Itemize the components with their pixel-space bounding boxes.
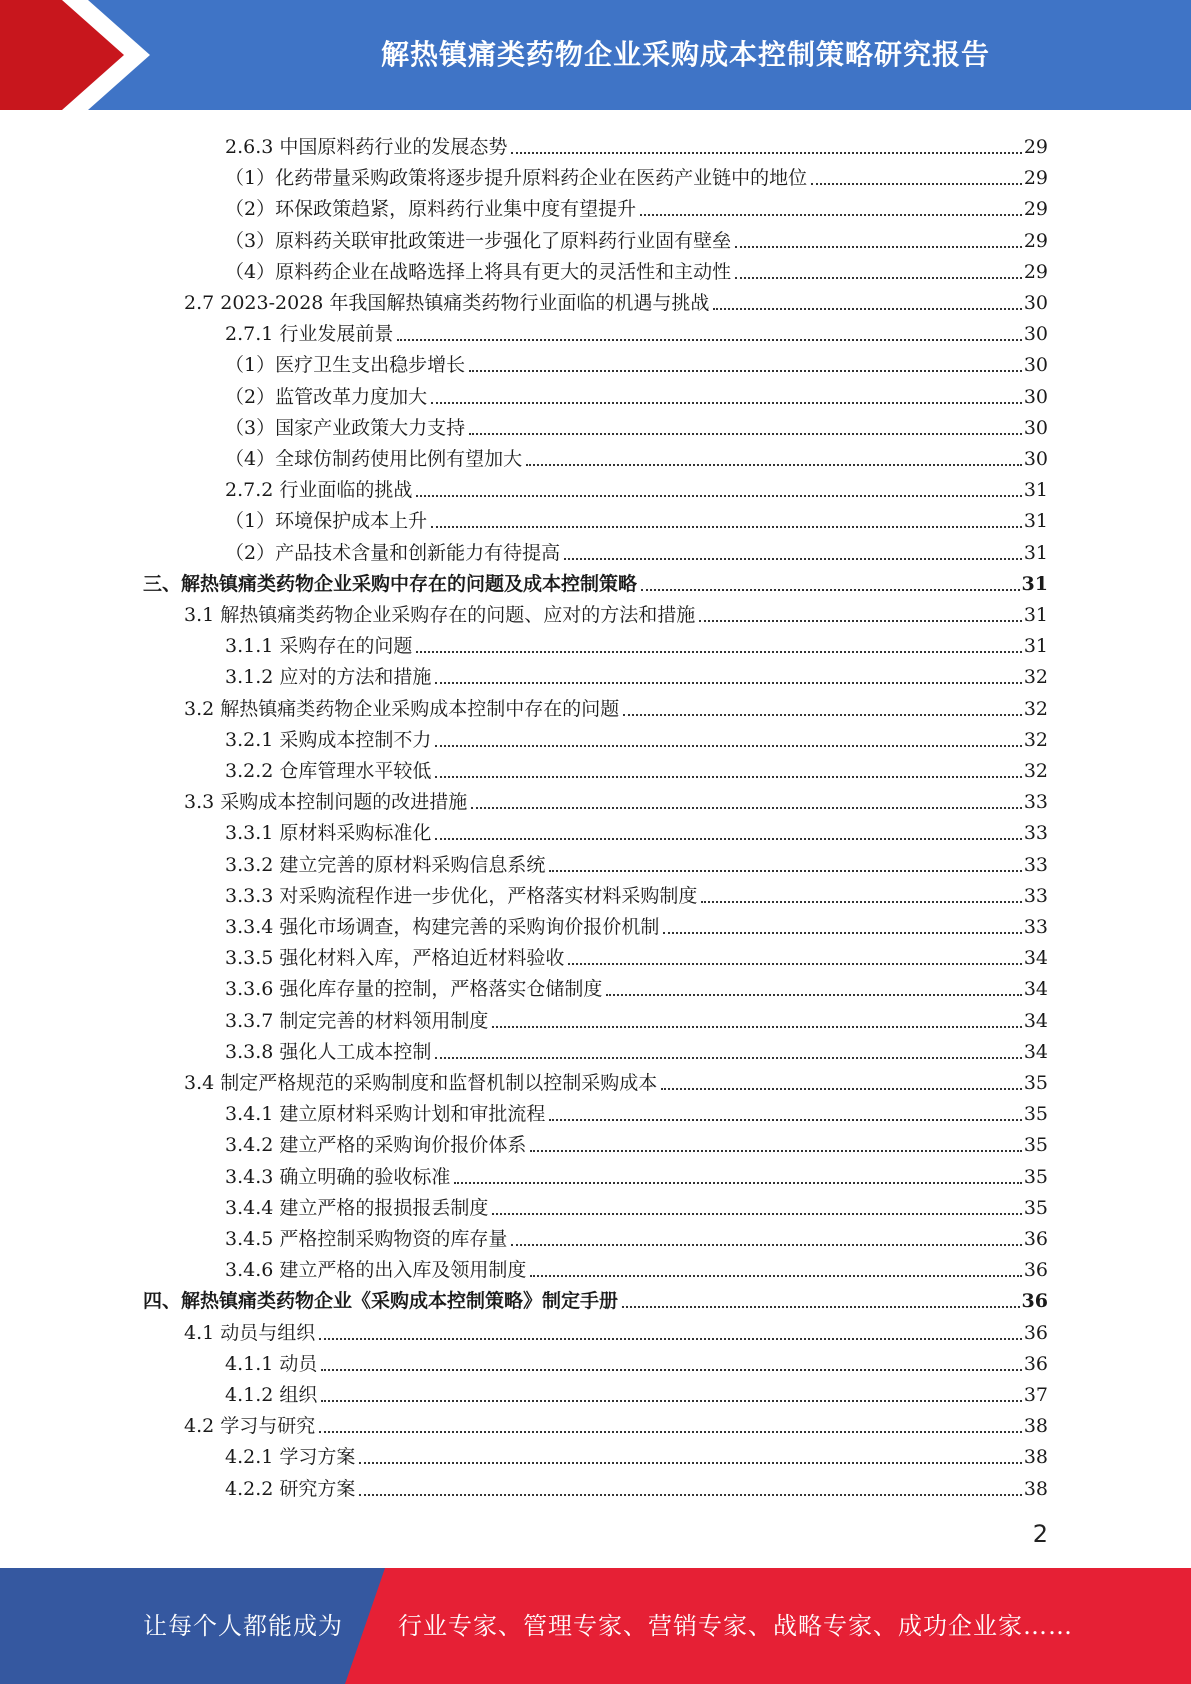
toc-entry[interactable]: [143, 565, 1048, 596]
toc-entry[interactable]: [225, 1002, 1048, 1033]
toc-entry-page: 33: [1023, 884, 1048, 907]
toc-entry[interactable]: [184, 596, 1048, 627]
toc-entry-page: 35: [1023, 1134, 1048, 1157]
toc-dot-leader: [699, 620, 1022, 622]
toc-entry-title: 3.3.4 强化市场调查，构建完善的采购询价报价机制: [225, 916, 660, 938]
toc-dot-leader: [606, 994, 1021, 996]
toc-entry-page: 29: [1023, 229, 1048, 252]
toc-entry[interactable]: [225, 378, 1048, 409]
toc-entry-page: 31: [1023, 635, 1048, 658]
toc-entry-title: 4.1.1 动员: [225, 1352, 318, 1375]
toc-entry-page: 34: [1023, 978, 1048, 1001]
toc-entry-page: 29: [1023, 260, 1048, 283]
toc-entry[interactable]: [225, 814, 1048, 845]
toc-entry[interactable]: [225, 346, 1048, 377]
toc-dot-leader: [735, 246, 1022, 248]
toc-entry-page: 29: [1023, 167, 1048, 190]
toc-entry-title: 3.3 采购成本控制问题的改进措施: [184, 791, 468, 814]
toc-entry-title: 3.3.2 建立完善的原材料采购信息系统: [225, 853, 546, 876]
toc-entry[interactable]: [184, 1407, 1048, 1438]
toc-entry-title: 3.3.6 强化库存量的控制，严格落实仓储制度: [225, 978, 603, 1001]
toc-entry[interactable]: [184, 690, 1048, 721]
toc-entry-page: 38: [1023, 1446, 1048, 1469]
page-number: 2: [1032, 1520, 1048, 1548]
toc-entry-page: 31: [1023, 541, 1048, 564]
toc-entry[interactable]: [225, 471, 1048, 502]
toc-entry-title: 3.3.7 制定完善的材料领用制度: [225, 1009, 489, 1032]
toc-entry-page: 29: [1023, 136, 1048, 158]
toc-entry[interactable]: [225, 939, 1048, 970]
toc-entry-page: 30: [1023, 354, 1048, 377]
toc-dot-leader: [492, 1213, 1021, 1215]
toc-entry-page: 33: [1023, 791, 1048, 814]
toc-dot-leader: [811, 183, 1022, 185]
toc-entry[interactable]: [184, 1064, 1048, 1095]
toc-entry-page: 35: [1023, 1196, 1048, 1219]
toc-entry-title: 3.2 解热镇痛类药物企业采购成本控制中存在的问题: [184, 697, 620, 720]
footer-slogan-right: 行业专家、管理专家、营销专家、战略专家、成功企业家……: [398, 1612, 1073, 1640]
toc-entry[interactable]: [225, 409, 1048, 440]
toc-dot-leader: [568, 963, 1021, 965]
toc-entry-title: 3.1 解热镇痛类药物企业采购存在的问题、应对的方法和措施: [184, 604, 696, 626]
toc-entry[interactable]: [225, 315, 1048, 346]
toc-entry[interactable]: [225, 1251, 1048, 1282]
toc-entry-title: 4.1 动员与组织: [184, 1321, 316, 1344]
toc-entry[interactable]: [225, 502, 1048, 533]
toc-entry-title: （4）全球仿制药使用比例有望加大: [225, 448, 523, 470]
toc-dot-leader: [640, 214, 1022, 216]
toc-entry-page: 31: [1023, 604, 1048, 626]
toc-entry-page: 30: [1023, 448, 1048, 470]
toc-entry[interactable]: [184, 783, 1048, 814]
toc-entry-page: 36: [1023, 1352, 1048, 1375]
toc-entry-title: 3.4.2 建立严格的采购询价报价体系: [225, 1134, 527, 1157]
toc-dot-leader: [431, 526, 1022, 528]
toc-entry-page: 36: [1023, 1321, 1048, 1344]
toc-entry-title: 3.3.8 强化人工成本控制: [225, 1040, 432, 1063]
toc-entry-page: 32: [1023, 666, 1048, 689]
toc-entry-page: 36: [1023, 1228, 1048, 1250]
toc-dot-leader: [735, 277, 1022, 279]
toc-dot-leader: [623, 714, 1022, 716]
toc-dot-leader: [701, 901, 1021, 903]
toc-entry-page: 33: [1023, 916, 1048, 938]
toc-entry-title: 3.4.1 建立原材料采购计划和审批流程: [225, 1103, 546, 1126]
toc-dot-leader: [713, 308, 1021, 310]
toc-entry[interactable]: [225, 877, 1048, 908]
toc-dot-leader: [319, 1338, 1022, 1340]
toc-entry-page: 34: [1023, 1009, 1048, 1032]
toc-entry-page: 32: [1023, 728, 1048, 751]
toc-entry-page: 30: [1023, 385, 1048, 408]
toc-dot-leader: [469, 370, 1022, 372]
toc-entry[interactable]: [225, 1126, 1048, 1157]
toc-dot-leader: [641, 589, 1020, 591]
toc-entry-page: 32: [1023, 697, 1048, 720]
toc-entry[interactable]: [225, 908, 1048, 939]
toc-entry-page: 34: [1023, 1040, 1048, 1063]
toc-entry-page: 31: [1023, 510, 1048, 533]
toc-dot-leader: [416, 651, 1021, 653]
toc-entry-title: （2）监管改革力度加大: [225, 385, 428, 408]
toc-entry[interactable]: [225, 970, 1048, 1001]
toc-entry[interactable]: [225, 159, 1048, 190]
toc-dot-leader: [661, 1088, 1022, 1090]
toc-dot-leader: [319, 1431, 1022, 1433]
toc-entry-title: 3.4.4 建立严格的报损报丢制度: [225, 1196, 489, 1219]
toc-entry[interactable]: [225, 721, 1048, 752]
toc-dot-leader: [435, 776, 1021, 778]
toc-dot-leader: [431, 402, 1022, 404]
toc-entry[interactable]: [225, 1189, 1048, 1220]
toc-dot-leader: [435, 745, 1021, 747]
toc-entry[interactable]: [225, 1376, 1048, 1407]
toc-dot-leader: [526, 464, 1022, 466]
footer-slogan-left: 让每个人都能成为: [143, 1612, 343, 1640]
toc-dot-leader: [530, 1275, 1021, 1277]
toc-entry-title: 四、解热镇痛类药物企业《采购成本控制策略》制定手册: [143, 1290, 619, 1313]
toc-entry-title: 4.1.2 组织: [225, 1384, 318, 1406]
toc-entry-title: （2）环保政策趋紧，原料药行业集中度有望提升: [225, 198, 637, 221]
toc-dot-leader: [435, 682, 1021, 684]
toc-entry[interactable]: [184, 1314, 1048, 1345]
toc-entry-title: 3.4.6 建立严格的出入库及领用制度: [225, 1259, 527, 1282]
toc-entry-title: （1）环境保护成本上升: [225, 510, 428, 533]
toc-dot-leader: [492, 1026, 1021, 1028]
toc-entry-page: 37: [1023, 1384, 1048, 1406]
toc-dot-leader: [549, 870, 1021, 872]
toc-dot-leader: [359, 1462, 1021, 1464]
toc-entry[interactable]: [225, 1470, 1048, 1501]
toc-dot-leader: [397, 339, 1021, 341]
toc-dot-leader: [511, 1244, 1021, 1246]
toc-entry-title: 2.7.2 行业面临的挑战: [225, 479, 413, 502]
toc-entry-page: 33: [1023, 853, 1048, 876]
toc-entry-page: 31: [1021, 572, 1048, 595]
toc-entry-title: 3.4 制定严格规范的采购制度和监督机制以控制采购成本: [184, 1072, 658, 1094]
toc-entry-title: 2.7 2023-2028 年我国解热镇痛类药物行业面临的机遇与挑战: [184, 292, 710, 314]
toc-entry[interactable]: [143, 1282, 1048, 1313]
toc-entry[interactable]: [225, 534, 1048, 565]
toc-entry-title: （1）化药带量采购政策将逐步提升原料药企业在医药产业链中的地位: [225, 167, 808, 190]
toc-entry-title: 3.4.5 严格控制采购物资的库存量: [225, 1228, 508, 1250]
toc-entry-title: （2）产品技术含量和创新能力有待提高: [225, 541, 561, 564]
toc-entry-title: 3.2.1 采购成本控制不力: [225, 728, 432, 751]
toc-entry-page: 35: [1023, 1103, 1048, 1126]
toc-entry-title: （4）原料药企业在战略选择上将具有更大的灵活性和主动性: [225, 260, 732, 283]
toc-entry-page: 32: [1023, 760, 1048, 782]
toc-entry[interactable]: [225, 846, 1048, 877]
toc-entry-page: 29: [1023, 198, 1048, 221]
toc-entry-title: 3.3.3 对采购流程作进一步优化，严格落实材料采购制度: [225, 884, 698, 907]
toc-entry-title: 4.2.1 学习方案: [225, 1446, 356, 1469]
toc-entry[interactable]: [225, 253, 1048, 284]
toc-entry[interactable]: [225, 128, 1048, 159]
toc-entry-page: 35: [1023, 1072, 1048, 1094]
toc-dot-leader: [416, 495, 1021, 497]
toc-dot-leader: [435, 838, 1021, 840]
toc-dot-leader: [622, 1306, 1020, 1308]
toc-entry[interactable]: [225, 1345, 1048, 1376]
toc-entry-title: （1）医疗卫生支出稳步增长: [225, 354, 466, 377]
toc-entry[interactable]: [225, 1033, 1048, 1064]
toc-entry-page: 30: [1023, 292, 1048, 314]
toc-entry-title: 3.3.5 强化材料入库，严格迫近材料验收: [225, 947, 565, 970]
toc-entry-page: 35: [1023, 1165, 1048, 1188]
toc-entry[interactable]: [225, 1220, 1048, 1251]
toc-entry[interactable]: [225, 752, 1048, 783]
toc-entry[interactable]: [225, 222, 1048, 253]
toc-entry[interactable]: [184, 284, 1048, 315]
toc-dot-leader: [321, 1369, 1021, 1371]
toc-entry[interactable]: [225, 1158, 1048, 1189]
toc-entry-page: 31: [1023, 479, 1048, 502]
toc-dot-leader: [471, 807, 1022, 809]
toc-dot-leader: [549, 1119, 1021, 1121]
toc-entry-title: （3）国家产业政策大力支持: [225, 416, 466, 439]
report-title: 解热镇痛类药物企业采购成本控制策略研究报告: [380, 38, 990, 71]
toc-dot-leader: [321, 1400, 1021, 1402]
toc-entry[interactable]: [225, 1095, 1048, 1126]
toc-entry-title: 3.3.1 原材料采购标准化: [225, 822, 432, 845]
toc-entry-title: 3.1.2 应对的方法和措施: [225, 666, 432, 689]
toc-dot-leader: [511, 152, 1021, 154]
toc-entry-title: 2.6.3 中国原料药行业的发展态势: [225, 136, 508, 158]
toc-entry-page: 38: [1023, 1415, 1048, 1438]
toc-entry-title: 3.2.2 仓库管理水平较低: [225, 760, 432, 782]
toc-entry[interactable]: [225, 1438, 1048, 1469]
toc-entry-title: 三、解热镇痛类药物企业采购中存在的问题及成本控制策略: [143, 572, 638, 595]
toc-dot-leader: [564, 558, 1022, 560]
toc-dot-leader: [469, 433, 1022, 435]
toc-dot-leader: [530, 1150, 1021, 1152]
toc-entry-title: 3.1.1 采购存在的问题: [225, 635, 413, 658]
page-header: [0, 0, 1191, 110]
toc-dot-leader: [435, 1057, 1021, 1059]
toc-entry-title: 4.2 学习与研究: [184, 1415, 316, 1438]
toc-entry-page: 36: [1023, 1259, 1048, 1282]
toc-entry[interactable]: [225, 627, 1048, 658]
toc-entry[interactable]: [225, 658, 1048, 689]
toc-dot-leader: [663, 932, 1021, 934]
toc-entry-page: 33: [1023, 822, 1048, 845]
toc-entry-title: （3）原料药关联审批政策进一步强化了原料药行业固有壁垒: [225, 229, 732, 252]
toc-entry-page: 36: [1021, 1290, 1048, 1313]
toc-entry[interactable]: [225, 190, 1048, 221]
toc-dot-leader: [454, 1182, 1021, 1184]
toc-entry-page: 30: [1023, 416, 1048, 439]
toc-entry-title: 2.7.1 行业发展前景: [225, 323, 394, 346]
toc-entry-title: 3.4.3 确立明确的验收标准: [225, 1165, 451, 1188]
toc-dot-leader: [359, 1494, 1021, 1496]
toc-entry-page: 34: [1023, 947, 1048, 970]
toc-entry-page: 30: [1023, 323, 1048, 346]
toc-entry-title: 4.2.2 研究方案: [225, 1477, 356, 1500]
page-footer: [0, 1568, 1191, 1684]
toc-entry-page: 38: [1023, 1477, 1048, 1500]
toc-entry[interactable]: [225, 440, 1048, 471]
